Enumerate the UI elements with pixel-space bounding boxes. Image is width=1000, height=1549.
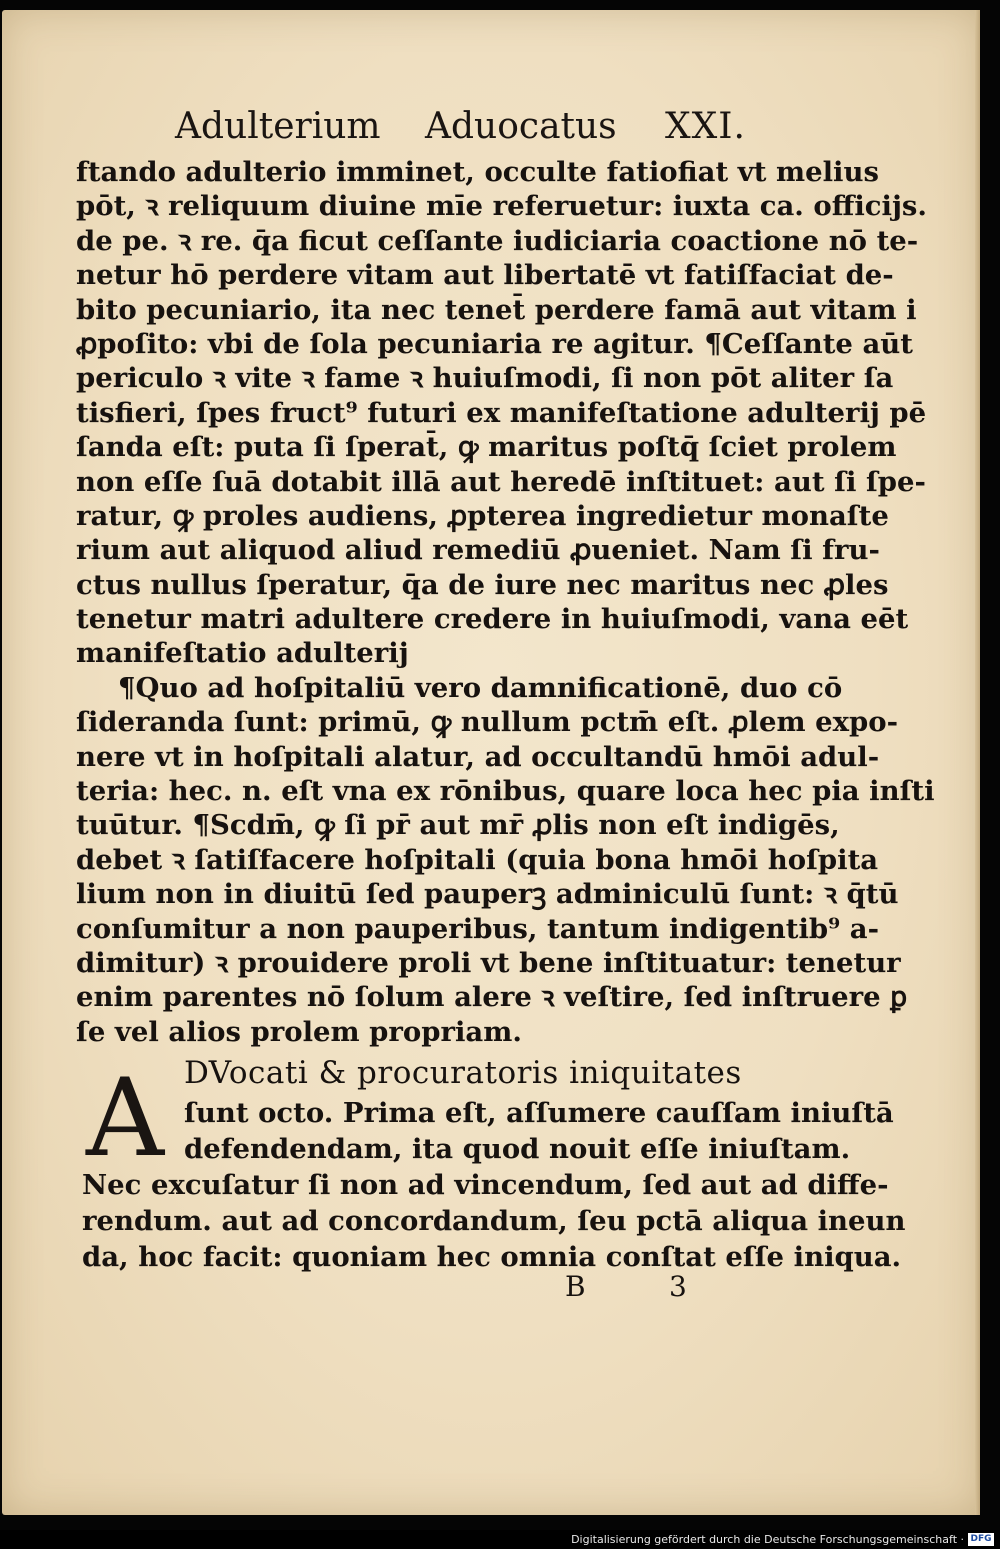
text-line: tisfieri, ſpes fruct⁹ futuri ex manifeſtatione adulterij pē	[76, 396, 927, 429]
section-heading: DVocati & procuratoris iniquitates	[184, 1055, 742, 1091]
paragraph-start-line: ¶Quo ad hoſpitaliū vero damnificationē, duo cō	[118, 671, 843, 704]
text-line: debet ꝛ ſatiſfacere hoſpitali (quia bona hmōi hoſpita	[76, 843, 879, 876]
folio-number: XXI.	[665, 106, 746, 147]
text-line: nere vt in hoſpitali alatur, ad occultandū hmōi adul-	[76, 740, 880, 773]
signature-mark	[565, 1270, 705, 1310]
text-line: ꝓpoſito: vbi de ſola pecuniaria re agitur. ¶Ceſſante aūt	[76, 327, 914, 360]
text-line: ſanda eſt: puta ſi ſperat̄, ꝙ maritus poſtq̄ ſciet prolem	[76, 431, 897, 464]
section-line: defendendam, ita quod nouit eſſe iniuſtam.	[184, 1133, 851, 1165]
text-line: tuūtur. ¶Scdm̄, ꝙ ſi pr̄ aut mr̄ ꝓlis non eſt indigēs,	[76, 809, 840, 842]
text-line: bito pecuniario, ita nec tenet̄ perdere famā aut vitam i	[76, 293, 917, 326]
running-header	[175, 106, 775, 156]
header-left-title: Adulterium	[175, 106, 381, 147]
text-line: rium aut aliquod aliud remediū ꝓueniet. Nam ſi fru-	[76, 534, 880, 567]
section-line: da, hoc facit: quoniam hec omnia conſtat eſſe iniqua.	[82, 1241, 902, 1273]
credit-text: Digitalisierung gefördert durch die Deutsche Forschungsgemeinschaft ·	[571, 1533, 964, 1546]
signature-letter: B	[565, 1270, 586, 1303]
text-line: non eſſe ſuā dotabit illā aut heredē inſtituet: aut ſi ſpe-	[76, 465, 926, 498]
text-line: ſideranda ſunt: primū, ꝙ nullum pctm̄ eſt. ꝓlem expo-	[76, 706, 898, 739]
text-line: teria: hec. n. eſt vna ex rōnibus, quare loca hec pia inſti	[76, 775, 935, 808]
signature-number: 3	[669, 1270, 687, 1303]
dfg-logo: DFG	[968, 1533, 994, 1546]
drop-cap-initial: A	[86, 1056, 164, 1181]
text-line: conſumitur a non pauperibus, tantum indigentib⁹ a-	[76, 912, 880, 945]
digitization-credit-bar	[0, 1530, 1000, 1549]
section-line: ſunt octo. Prima eſt, aſſumere cauſſam iniuſtā	[184, 1097, 894, 1129]
header-middle-title: Aduocatus	[425, 106, 617, 147]
text-line: tenetur matri adultere credere in huiuſmodi, vana eēt	[76, 603, 909, 636]
text-line: ſe vel alios prolem propriam.	[76, 1015, 522, 1048]
text-line: lium non in diuitū ſed pauperꝫ adminiculū ſunt: ꝛ q̄tū	[76, 878, 899, 911]
text-line: periculo ꝛ vite ꝛ fame ꝛ huiuſmodi, ſi non pōt aliter ſa	[76, 362, 894, 395]
text-line: manifeſtatio adulterij	[76, 637, 409, 670]
text-line: de pe. ꝛ re. q̄a ficut ceſſante iudiciaria coactione nō te-	[76, 224, 919, 257]
section-line: Nec excuſatur ſi non ad vincendum, ſed aut ad diffe-	[82, 1169, 889, 1201]
page-edge	[975, 10, 980, 1515]
text-line: ratur, ꝙ proles audiens, ꝓpterea ingredietur monaſte	[76, 499, 889, 532]
text-line: enim parentes nō ſolum alere ꝛ veſtire, ſed inſtruere ꝑ	[76, 981, 908, 1014]
main-text-block	[76, 155, 935, 1049]
section-line: rendum. aut ad concordandum, ſeu pctā aliqua ineun	[82, 1205, 906, 1237]
text-line: dimitur) ꝛ prouidere proli vt bene inſtituatur: tenetur	[76, 946, 901, 979]
text-line: ctus nullus ſperatur, q̄a de iure nec maritus nec ꝓles	[76, 568, 889, 601]
text-line: netur hō perdere vitam aut libertatē vt fatiſfaciat de-	[76, 259, 894, 292]
text-line: ftando adulterio imminet, occulte fatiofiat vt melius	[76, 156, 879, 188]
text-line: pōt, ꝛ reliquum diuine mīe referuetur: iuxta ca. officijs.	[76, 190, 927, 223]
